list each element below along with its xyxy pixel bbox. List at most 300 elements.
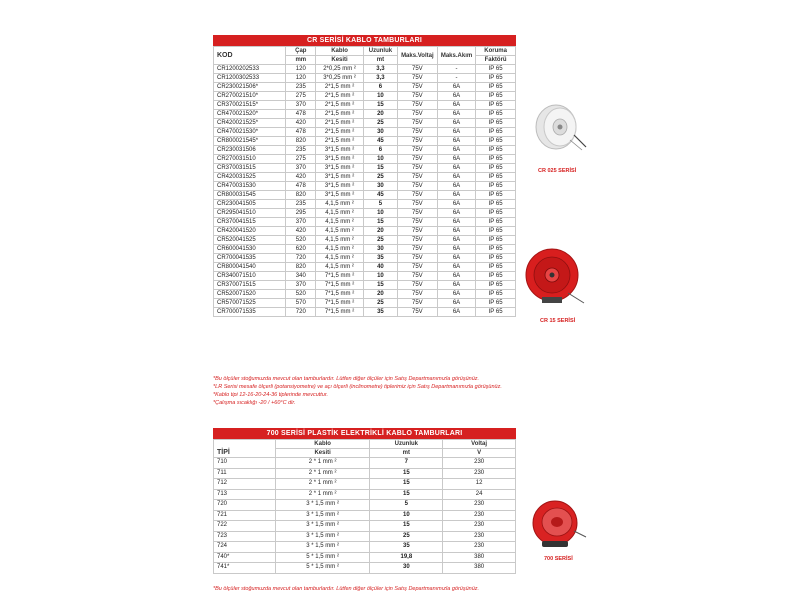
col-cap-unit: mm [286,56,316,65]
cell-kod: CR520071520 [214,290,286,299]
col-uzunluk-unit: mt [363,56,397,65]
cell-voltaj: 75V [397,218,437,227]
cell-kod: CR370031515 [214,164,286,173]
table-row [214,552,516,563]
cell-kablo: 2*1,5 mm ² [316,101,364,110]
cell-cap: 235 [286,146,316,155]
note-line: *Çalışma sıcaklığı -20 / +60°C dir. [213,400,296,406]
cell-tipi: 740* [214,552,276,563]
cell-koruma: IP 65 [476,101,516,110]
cell-koruma: IP 65 [476,110,516,119]
cell-akim: 6A [437,290,475,299]
cell-kablo: 2*1,5 mm ² [316,137,364,146]
cell-akim: 6A [437,101,475,110]
cell-voltaj: 75V [397,191,437,200]
cell-tipi: 710 [214,458,276,469]
table-row [214,164,516,173]
cell-cap: 420 [286,227,316,236]
cell-kablo: 4,1,5 mm ² [316,236,364,245]
cell-kablo: 3*1,5 mm ² [316,155,364,164]
cell-kod: CR520041525 [214,236,286,245]
cell-kablo: 3*1,5 mm ² [316,173,364,182]
cell-kod: CR370071515 [214,281,286,290]
cell-uzunluk: 6 [363,83,397,92]
cell-akim: 6A [437,272,475,281]
cell-kablo: 2*1,5 mm ² [316,92,364,101]
cell-kablo: 5 * 1,5 mm ² [275,563,370,574]
cell-uzunluk: 35 [363,254,397,263]
cell-uzunluk: 15 [370,521,443,532]
col-voltaj: Voltaj [443,440,516,449]
cell-uzunluk: 3,3 [363,74,397,83]
cell-koruma: IP 65 [476,281,516,290]
cell-kablo: 2*1,5 mm ² [316,119,364,128]
col-uzunluk-unit: mt [370,449,443,458]
cell-cap: 420 [286,119,316,128]
cell-voltaj: 75V [397,137,437,146]
cell-akim: 6A [437,137,475,146]
cell-tipi: 723 [214,531,276,542]
cell-kablo: 4,1,5 mm ² [316,245,364,254]
cell-voltaj: 75V [397,281,437,290]
cell-cap: 275 [286,92,316,101]
cell-kod: CR230041505 [214,200,286,209]
cell-cap: 370 [286,218,316,227]
cell-kod: CR800041540 [214,263,286,272]
cell-kod: CR420041520 [214,227,286,236]
cell-kod: CR470021530* [214,128,286,137]
cell-koruma: IP 65 [476,83,516,92]
table-row [214,101,516,110]
cell-kablo: 7*1,5 mm ² [316,272,364,281]
cell-kablo: 3*1,5 mm ² [316,164,364,173]
cell-voltaj: 75V [397,164,437,173]
cell-kablo: 3 * 1,5 mm ² [275,510,370,521]
cell-cap: 620 [286,245,316,254]
cell-voltaj: 230 [443,521,516,532]
cell-koruma: IP 65 [476,65,516,74]
cell-kablo: 2 * 1 mm ² [275,489,370,500]
table-row [214,191,516,200]
product-caption-700: 700 SERİSİ [544,556,573,562]
table-row [214,110,516,119]
cell-cap: 720 [286,308,316,317]
cell-kablo: 4,1,5 mm ² [316,227,364,236]
cell-cap: 420 [286,173,316,182]
cell-koruma: IP 65 [476,299,516,308]
cell-cap: 370 [286,281,316,290]
cell-uzunluk: 7 [370,458,443,469]
cr-table-title: CR SERİSİ KABLO TAMBURLARI [213,35,516,46]
cell-cap: 370 [286,164,316,173]
cell-uzunluk: 15 [363,218,397,227]
cell-akim: 6A [437,128,475,137]
cell-uzunluk: 5 [370,500,443,511]
cell-kablo: 4,1,5 mm ² [316,218,364,227]
cell-akim: 6A [437,83,475,92]
cell-voltaj: 75V [397,83,437,92]
cell-tipi: 713 [214,489,276,500]
col-koruma-sub: Faktörü [476,56,516,65]
cable-reel-white-icon [530,100,590,155]
table-row [214,137,516,146]
cell-uzunluk: 25 [363,119,397,128]
cell-uzunluk: 10 [370,510,443,521]
cell-akim: 6A [437,146,475,155]
cell-cap: 370 [286,101,316,110]
cell-kablo: 2*1,5 mm ² [316,83,364,92]
cell-voltaj: 75V [397,173,437,182]
cell-cap: 720 [286,254,316,263]
cell-kablo: 7*1,5 mm ² [316,299,364,308]
cell-akim: 6A [437,182,475,191]
cell-cap: 478 [286,182,316,191]
cell-kablo: 4,1,5 mm ² [316,209,364,218]
cell-uzunluk: 20 [363,227,397,236]
cell-koruma: IP 65 [476,272,516,281]
cell-uzunluk: 40 [363,263,397,272]
cell-cap: 820 [286,263,316,272]
cell-uzunluk: 15 [363,101,397,110]
cell-akim: 6A [437,164,475,173]
table-row [214,182,516,191]
cell-kablo: 3 * 1,5 mm ² [275,542,370,553]
cell-kablo: 2*0,25 mm ² [316,65,364,74]
cell-koruma: IP 65 [476,290,516,299]
cell-uzunluk: 19,8 [370,552,443,563]
cell-uzunluk: 5 [363,200,397,209]
cell-kablo: 2 * 1 mm ² [275,479,370,490]
table-row [214,74,516,83]
cell-akim: 6A [437,308,475,317]
col-kablo: Kablo [316,47,364,56]
cell-cap: 235 [286,200,316,209]
note-line: *Kablo tipi 12-16-20-24-36 tiplerinde mevcuttur. [213,392,329,398]
table-row [214,458,516,469]
cell-voltaj: 75V [397,254,437,263]
table-row [214,263,516,272]
cell-voltaj: 12 [443,479,516,490]
cell-voltaj: 380 [443,563,516,574]
cell-tipi: 721 [214,510,276,521]
cell-uzunluk: 10 [363,92,397,101]
cell-cap: 570 [286,299,316,308]
cell-cap: 295 [286,209,316,218]
table-row [214,281,516,290]
cell-voltaj: 75V [397,209,437,218]
cell-kablo: 3*1,5 mm ² [316,191,364,200]
cell-akim: 6A [437,191,475,200]
cable-reel-plastic-icon [528,497,588,549]
cell-akim: 6A [437,119,475,128]
cell-uzunluk: 45 [363,191,397,200]
cell-koruma: IP 65 [476,236,516,245]
cell-koruma: IP 65 [476,254,516,263]
cell-kablo: 7*1,5 mm ² [316,281,364,290]
s700-table-title: 700 SERİSİ PLASTİK ELEKTRİKLİ KABLO TAMBURLARI [213,428,516,439]
cell-tipi: 720 [214,500,276,511]
cell-kod: CR370021515* [214,101,286,110]
cell-cap: 478 [286,110,316,119]
cell-voltaj: 75V [397,308,437,317]
cell-voltaj: 75V [397,236,437,245]
table-row [214,209,516,218]
cell-akim: 6A [437,236,475,245]
col-cap: Çap [286,47,316,56]
cell-kablo: 3*0,25 mm ² [316,74,364,83]
cell-uzunluk: 6 [363,146,397,155]
table-row [214,245,516,254]
col-kablo-sub: Kesiti [316,56,364,65]
cr-series-table [213,46,516,317]
cell-kod: CR295041510 [214,209,286,218]
cell-kablo: 3 * 1,5 mm ² [275,521,370,532]
table-row [214,200,516,209]
cell-kablo: 4,1,5 mm ² [316,263,364,272]
cell-uzunluk: 15 [370,479,443,490]
cell-akim: 6A [437,281,475,290]
cell-akim: 6A [437,200,475,209]
cell-koruma: IP 65 [476,74,516,83]
cell-uzunluk: 25 [363,236,397,245]
cell-akim: 6A [437,209,475,218]
table-row [214,173,516,182]
cell-koruma: IP 65 [476,200,516,209]
cell-kod: CR370041515 [214,218,286,227]
cell-uzunluk: 3,3 [363,65,397,74]
cell-koruma: IP 65 [476,182,516,191]
col-voltaj-unit: V [443,449,516,458]
cell-uzunluk: 15 [363,164,397,173]
cell-akim: 6A [437,299,475,308]
cell-tipi: 712 [214,479,276,490]
cell-cap: 235 [286,83,316,92]
cell-kablo: 2*1,5 mm ² [316,128,364,137]
cell-koruma: IP 65 [476,173,516,182]
cell-voltaj: 75V [397,227,437,236]
s700-note: *Bu ölçüler stoğumuzda mevcut olan tamburlardır. Lütfen diğer ölçüler için Satış Departmanımızla görüşünüz. [213,586,480,592]
col-akim: Maks.Akım [437,47,475,65]
cell-koruma: IP 65 [476,137,516,146]
cell-akim: 6A [437,227,475,236]
cell-voltaj: 75V [397,200,437,209]
table-row [214,308,516,317]
cell-uzunluk: 20 [363,290,397,299]
cell-koruma: IP 65 [476,146,516,155]
cell-kod: CR230031506 [214,146,286,155]
cell-voltaj: 75V [397,299,437,308]
cell-kod: CR800021545* [214,137,286,146]
table-row [214,542,516,553]
table-row [214,563,516,574]
cell-koruma: IP 65 [476,308,516,317]
cell-cap: 820 [286,137,316,146]
table-row [214,146,516,155]
cell-voltaj: 230 [443,531,516,542]
table-row [214,479,516,490]
table-row [214,92,516,101]
cell-tipi: 722 [214,521,276,532]
cell-kablo: 5 * 1,5 mm ² [275,552,370,563]
cell-koruma: IP 65 [476,263,516,272]
cell-akim: - [437,65,475,74]
cell-uzunluk: 10 [363,155,397,164]
cell-voltaj: 75V [397,272,437,281]
cell-akim: 6A [437,245,475,254]
cell-cap: 520 [286,236,316,245]
table-row [214,227,516,236]
cell-kablo: 7*1,5 mm ² [316,308,364,317]
cell-uzunluk: 30 [363,182,397,191]
cell-koruma: IP 65 [476,209,516,218]
cell-voltaj: 75V [397,290,437,299]
cell-koruma: IP 65 [476,191,516,200]
cell-uzunluk: 15 [370,468,443,479]
cell-voltaj: 75V [397,110,437,119]
cell-akim: 6A [437,110,475,119]
cell-voltaj: 75V [397,245,437,254]
cell-cap: 478 [286,128,316,137]
cell-kablo: 3*1,5 mm ² [316,182,364,191]
cell-uzunluk: 30 [363,128,397,137]
cell-voltaj: 75V [397,74,437,83]
cell-voltaj: 230 [443,468,516,479]
cell-kod: CR570071525 [214,299,286,308]
cell-kablo: 2 * 1 mm ² [275,468,370,479]
col-koruma: Koruma [476,47,516,56]
cell-voltaj: 380 [443,552,516,563]
cell-tipi: 724 [214,542,276,553]
cell-cap: 275 [286,155,316,164]
cell-kablo: 3 * 1,5 mm ² [275,531,370,542]
table-row [214,468,516,479]
cell-koruma: IP 65 [476,218,516,227]
cell-uzunluk: 30 [370,563,443,574]
cell-akim: 6A [437,254,475,263]
cell-kablo: 7*1,5 mm ² [316,290,364,299]
table-row [214,290,516,299]
table-row [214,128,516,137]
cell-akim: 6A [437,218,475,227]
cell-kablo: 3*1,5 mm ² [316,146,364,155]
cell-kod: CR700071535 [214,308,286,317]
table-row [214,500,516,511]
cell-uzunluk: 10 [363,272,397,281]
note-line: *Bu ölçüler stoğumuzda mevcut olan tamburlardır. Lütfen diğer ölçüler için Satış Departmanımızla görüşünüz. [213,376,480,382]
cell-uzunluk: 25 [363,173,397,182]
cell-akim: - [437,74,475,83]
table-row [214,119,516,128]
cell-cap: 820 [286,191,316,200]
cell-kod: CR230021506* [214,83,286,92]
cell-koruma: IP 65 [476,155,516,164]
cell-voltaj: 230 [443,500,516,511]
cell-uzunluk: 45 [363,137,397,146]
note-line: *LR Serisi mesafe ölçerli (potansiyometre) ve açı ölçerli (inclinometre) tiplerimiz için Satış Departmanımızla görüşünüz. [213,384,502,390]
table-row [214,510,516,521]
col-kablo-sub: Kesiti [275,449,370,458]
table-row [214,155,516,164]
cell-kod: CR700041535 [214,254,286,263]
s700-series-table [213,439,516,574]
col-uzunluk: Uzunluk [363,47,397,56]
cell-voltaj: 75V [397,119,437,128]
cell-kod: CR470031530 [214,182,286,191]
cell-kod: CR340071510 [214,272,286,281]
table-row [214,83,516,92]
product-caption-cr025: CR 025 SERİSİ [538,168,577,174]
cell-akim: 6A [437,155,475,164]
table-row [214,65,516,74]
cell-uzunluk: 35 [363,308,397,317]
col-kod: KOD [214,47,286,65]
cell-voltaj: 230 [443,542,516,553]
cell-tipi: 741* [214,563,276,574]
cell-tipi: 711 [214,468,276,479]
table-row [214,521,516,532]
cell-kod: CR420021525* [214,119,286,128]
cell-akim: 6A [437,173,475,182]
cell-cap: 520 [286,290,316,299]
table-row [214,236,516,245]
cell-uzunluk: 20 [363,110,397,119]
col-kablo: Kablo [275,440,370,449]
cell-uzunluk: 10 [363,209,397,218]
table-row [214,531,516,542]
cell-kod: CR270021510* [214,92,286,101]
table-row [214,254,516,263]
cell-cap: 120 [286,65,316,74]
cell-koruma: IP 65 [476,164,516,173]
col-uzunluk: Uzunluk [370,440,443,449]
cell-voltaj: 230 [443,458,516,469]
cell-akim: 6A [437,92,475,101]
cell-cap: 120 [286,74,316,83]
product-caption-cr15: CR 15 SERİSİ [540,318,576,324]
cell-uzunluk: 25 [370,531,443,542]
col-tipi: TİPİ [214,440,276,458]
cell-uzunluk: 30 [363,245,397,254]
cell-koruma: IP 65 [476,128,516,137]
cell-voltaj: 230 [443,510,516,521]
cell-koruma: IP 65 [476,227,516,236]
cell-uzunluk: 15 [370,489,443,500]
cell-kod: CR800031545 [214,191,286,200]
cable-reel-red-icon [522,245,588,310]
cell-cap: 340 [286,272,316,281]
cell-voltaj: 75V [397,128,437,137]
cell-kod: CR1200302533 [214,74,286,83]
cell-kablo: 3 * 1,5 mm ² [275,500,370,511]
cell-kod: CR270031510 [214,155,286,164]
cell-kablo: 2 * 1 mm ² [275,458,370,469]
cell-uzunluk: 35 [370,542,443,553]
table-row [214,272,516,281]
cell-koruma: IP 65 [476,92,516,101]
cell-koruma: IP 65 [476,245,516,254]
table-row [214,218,516,227]
cell-voltaj: 75V [397,92,437,101]
cell-akim: 6A [437,263,475,272]
cell-kod: CR1200202533 [214,65,286,74]
cell-kablo: 4,1,5 mm ² [316,200,364,209]
cell-voltaj: 75V [397,263,437,272]
cell-koruma: IP 65 [476,119,516,128]
cell-voltaj: 24 [443,489,516,500]
cell-kod: CR420031525 [214,173,286,182]
cell-voltaj: 75V [397,182,437,191]
col-voltaj: Maks.Voltaj [397,47,437,65]
